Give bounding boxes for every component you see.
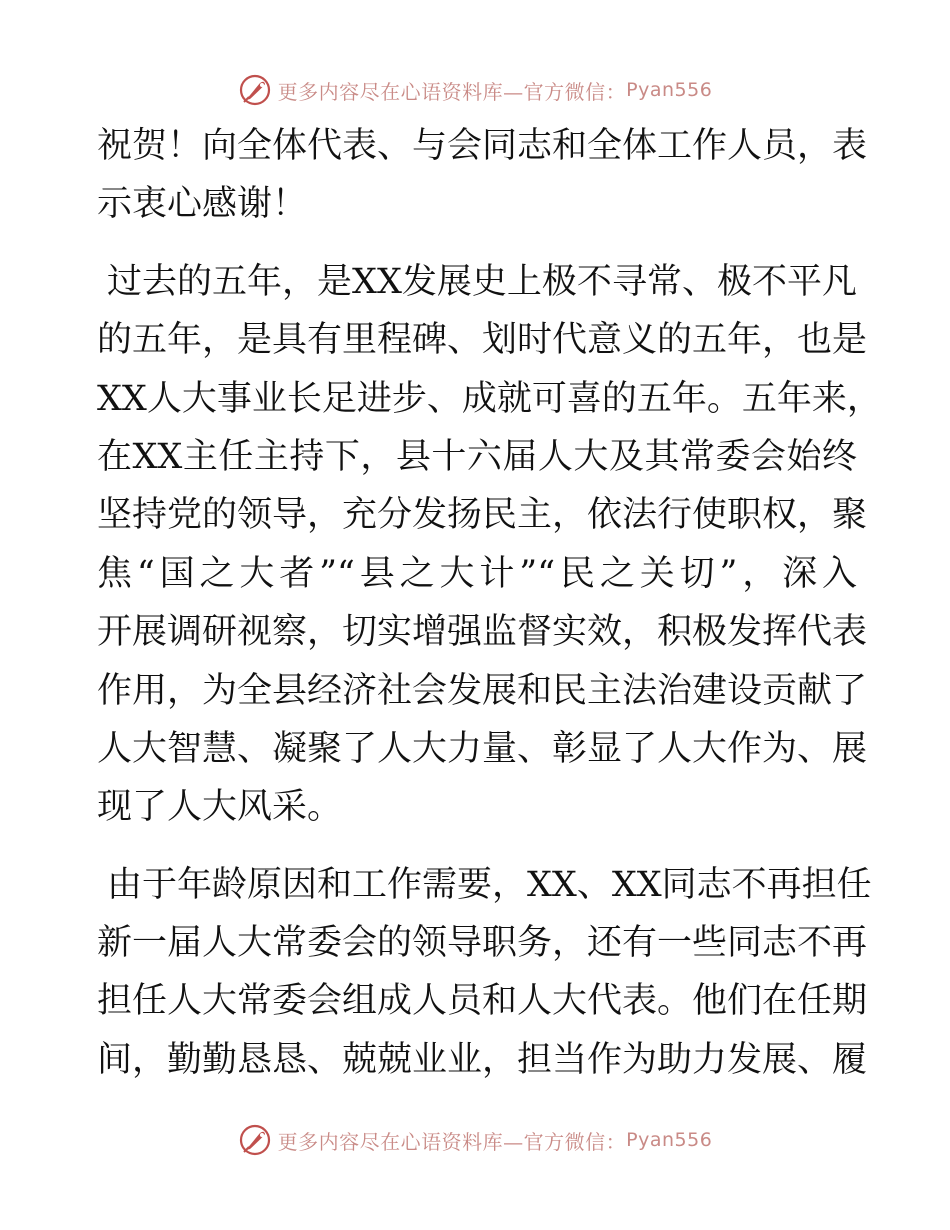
text-line: 过去的五年，是XX发展史上极不寻常、极不平凡: [107, 261, 857, 302]
footer-watermark: [0, 1120, 950, 1160]
text-line: 现了人大风采。: [97, 787, 343, 828]
text-line: 示衷心感谢！: [97, 184, 308, 225]
paragraph: [97, 117, 868, 234]
text-line: 坚持党的领导，充分发扬民主，依法行使职权，聚: [97, 495, 868, 536]
text-line: 间，勤勤恳恳、兢兢业业，担当作为助力发展、履: [97, 1039, 868, 1080]
text-line: XX人大事业长足进步、成就可喜的五年。五年来，: [97, 378, 882, 419]
text-line: 人大智慧、凝聚了人大力量、彰显了人大作为、展: [97, 728, 868, 769]
header-watermark: [0, 70, 950, 110]
text-line: 的五年，是具有里程碑、划时代意义的五年，也是: [97, 320, 868, 361]
watermark-wechat-id: Pyan556: [626, 79, 713, 101]
quill-pen-logo-icon: [238, 73, 272, 107]
watermark-wechat-id: Pyan556: [626, 1129, 713, 1151]
text-line: 作用，为全县经济社会发展和民主法治建设贡献了: [97, 670, 868, 711]
text-line: 由于年龄原因和工作需要，XX、XX同志不再担任: [107, 864, 872, 905]
text-line: 担任人大常委会组成人员和人大代表。他们在任期: [97, 981, 868, 1022]
watermark-text: 更多内容尽在心语资料库—官方微信：: [277, 79, 627, 104]
text-line: 祝贺！向全体代表、与会同志和全体工作人员，表: [97, 126, 868, 166]
watermark-text: 更多内容尽在心语资料库—官方微信：: [277, 1129, 627, 1154]
text-line: 新一届人大常委会的领导职务，还有一些同志不再: [97, 923, 868, 964]
quill-pen-logo-icon: [238, 1123, 272, 1157]
document-body: [97, 117, 882, 1089]
text-line: 开展调研视察，切实增强监督实效，积极发挥代表: [97, 612, 868, 653]
paragraph: [97, 253, 882, 837]
paragraph: [97, 856, 872, 1090]
text-line: 在XX主任主持下，县十六届人大及其常委会始终: [97, 436, 857, 477]
text-line: 焦“国之大者”“县之大计”“民之关切”，深入: [97, 553, 857, 594]
